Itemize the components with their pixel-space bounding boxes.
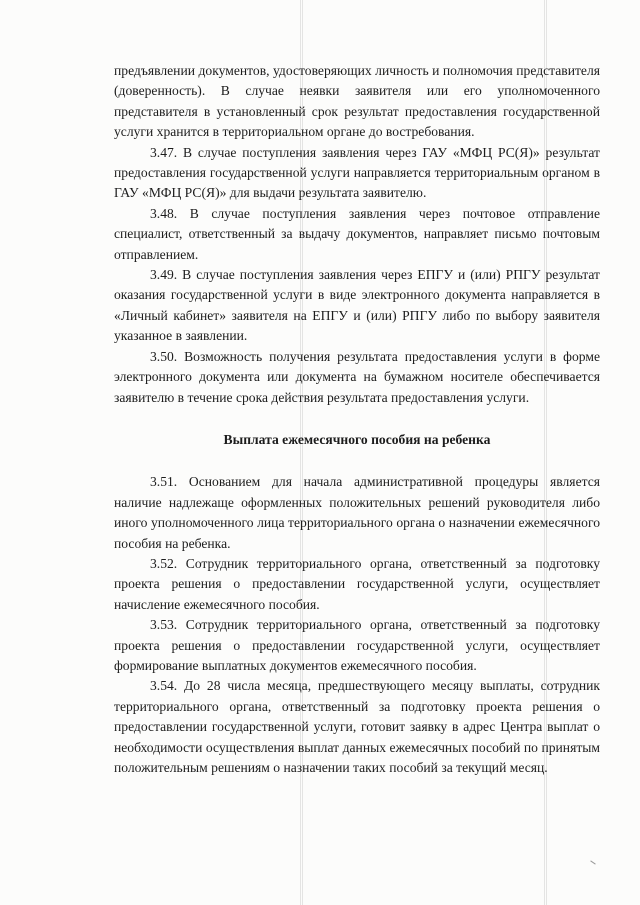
paragraph-3-53: 3.53. Сотрудник территориального органа, ответственный за подготовку проекта решения о предоставлении государственной услуги, осуществляет формирование выплатных документов ежемесячного пособия. bbox=[114, 617, 600, 673]
paragraph-3-51: 3.51. Основанием для начала административной процедуры является наличие надлежаще оформленных положительных решений руководителя либо иного уполномоченного лица территориального органа о назначении ежемесячного пособия на ребенка. bbox=[114, 474, 600, 551]
paragraph-3-47: 3.47. В случае поступления заявления через ГАУ «МФЦ РС(Я)» результат предоставления государственной услуги направляется территориальным органом в ГАУ «МФЦ РС(Я)» для выдачи результата заявителю. bbox=[114, 144, 600, 201]
scan-mark bbox=[590, 860, 595, 864]
paragraph-3-50: 3.50. Возможность получения результата предоставления услуги в форме электронного документа или документа на бумажном носителе обеспечивается заявителю в течение срока действия результата предоставления услуги. bbox=[114, 348, 600, 405]
paragraph-3-49: 3.49. В случае поступления заявления через ЕПГУ и (или) РПГУ результат оказания государственной услуги в виде электронного документа направляется в «Личный кабинет» заявителя на ЕПГУ и (или) РПГУ либо по выбору заявителя указанное в заявлении. bbox=[114, 267, 600, 344]
section-heading: Выплата ежемесячного пособия на ребенка bbox=[223, 431, 491, 447]
paragraph-3-52: 3.52. Сотрудник территориального органа, ответственный за подготовку проекта решения о предоставлении государственной услуги, осуществляет начисление ежемесячного пособия. bbox=[114, 555, 600, 612]
paragraph-3-48: 3.48. В случае поступления заявления через почтовое отправление специалист, ответственный за выдачу документов, направляет письмо почтовым отправлением. bbox=[114, 205, 600, 262]
paragraph-continuation: предъявлении документов, удостоверяющих личность и полномочия представителя (доверенность). В случае неявки заявителя или его уполномоченного представителя в установленный срок результат предоставления государственной услуги хранится в территориальном органе до востребования. bbox=[114, 63, 600, 140]
paragraph-3-54: 3.54. До 28 числа месяца, предшествующего месяцу выплаты, сотрудник территориального органа, ответственный за подготовку проекта решения о предоставлении государственной услуги, готовит заявку в адрес Центра выплат о необходимости осуществления выплат данных ежемесячных пособий по принятым положительным решениям о назначении таких пособий за текущий месяц. bbox=[114, 678, 600, 775]
document-body bbox=[114, 61, 600, 778]
